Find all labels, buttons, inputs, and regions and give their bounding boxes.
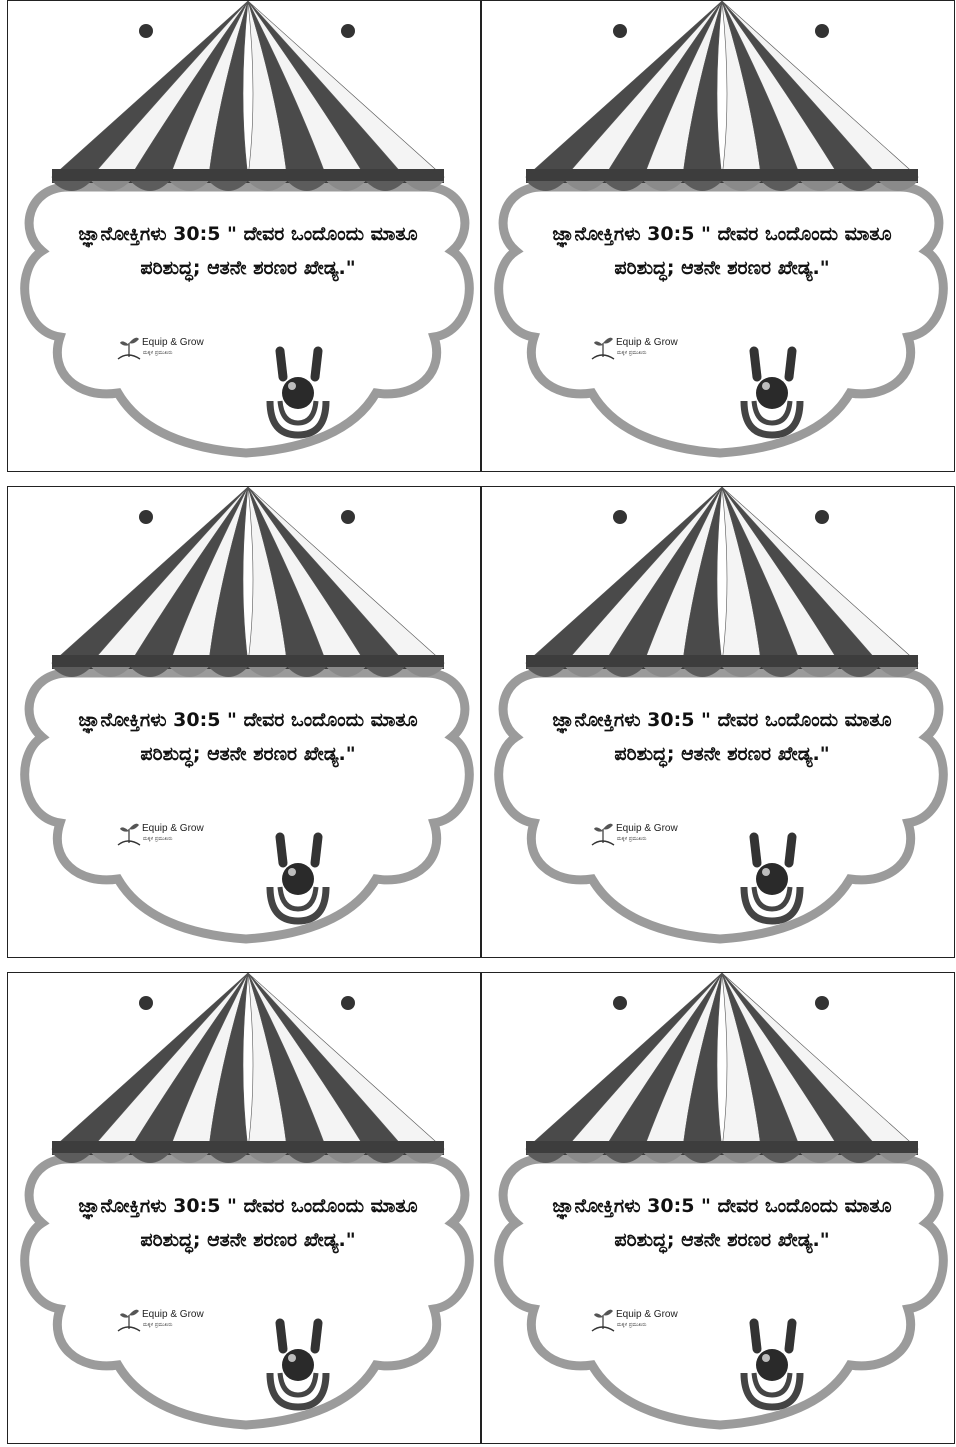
equip-grow-logo-icon <box>116 819 236 859</box>
logo-name: Equip & Grow <box>616 1309 678 1320</box>
hole-punch-icon <box>613 996 627 1010</box>
circus-tent-icon <box>526 487 918 677</box>
bible-verse-text: ಜ್ಞಾನೋಕ್ತಿಗಳು 30:5 " ದೇವರ ಒಂದೊಂದು ಮಾತೂ ಪರಿಶುದ್ಧ; ಆತನೇ ಶರಣರ ಖೇಡ್ಯ." <box>78 223 418 279</box>
logo-name: Equip & Grow <box>142 1309 204 1320</box>
logo-subtitle: ಮಕ್ಕಳ ಪ್ರಮುಖರು <box>617 1322 647 1328</box>
bookmark-card <box>7 0 481 472</box>
circus-tent-icon <box>52 1 444 191</box>
bible-verse-text: ಜ್ಞಾನೋಕ್ತಿಗಳು 30:5 " ದೇವರ ಒಂದೊಂದು ಮಾತೂ ಪರಿಶುದ್ಧ; ಆತನೇ ಶರಣರ ಖೇಡ್ಯ." <box>552 709 892 765</box>
bible-verse-text: ಜ್ಞಾನೋಕ್ತಿಗಳು 30:5 " ದೇವರ ಒಂದೊಂದು ಮಾತೂ ಪರಿಶುದ್ಧ; ಆತನೇ ಶರಣರ ಖೇಡ್ಯ." <box>552 1195 892 1251</box>
bookmark-card <box>481 0 955 472</box>
circus-tent-icon <box>526 1 918 191</box>
hole-punch-icon <box>613 510 627 524</box>
equip-grow-logo-icon <box>116 333 236 373</box>
logo-name: Equip & Grow <box>616 823 678 834</box>
hole-punch-icon <box>139 510 153 524</box>
hole-punch-icon <box>815 24 829 38</box>
hole-punch-icon <box>815 510 829 524</box>
logo-subtitle: ಮಕ್ಕಳ ಪ್ರಮುಖರು <box>617 350 647 356</box>
logo-name: Equip & Grow <box>142 823 204 834</box>
hole-punch-icon <box>341 510 355 524</box>
circus-tent-icon <box>52 487 444 677</box>
logo-subtitle: ಮಕ್ಕಳ ಪ್ರಮುಖರು <box>143 1322 173 1328</box>
equip-grow-logo-icon <box>116 1305 236 1345</box>
circus-tent-icon <box>52 973 444 1163</box>
bookmark-card <box>7 486 481 958</box>
hole-punch-icon <box>341 996 355 1010</box>
equip-grow-logo-icon <box>590 333 710 373</box>
hole-punch-icon <box>613 24 627 38</box>
logo-name: Equip & Grow <box>142 337 204 348</box>
hole-punch-icon <box>139 24 153 38</box>
bookmark-card <box>481 972 955 1444</box>
bookmark-card <box>481 486 955 958</box>
circus-tent-icon <box>526 973 918 1163</box>
logo-name: Equip & Grow <box>616 337 678 348</box>
bible-verse-text: ಜ್ಞಾನೋಕ್ತಿಗಳು 30:5 " ದೇವರ ಒಂದೊಂದು ಮಾತೂ ಪರಿಶುದ್ಧ; ಆತನೇ ಶರಣರ ಖೇಡ್ಯ." <box>78 1195 418 1251</box>
hole-punch-icon <box>139 996 153 1010</box>
hole-punch-icon <box>341 24 355 38</box>
logo-subtitle: ಮಕ್ಕಳ ಪ್ರಮುಖರು <box>617 836 647 842</box>
logo-subtitle: ಮಕ್ಕಳ ಪ್ರಮುಖರು <box>143 836 173 842</box>
bible-verse-text: ಜ್ಞಾನೋಕ್ತಿಗಳು 30:5 " ದೇವರ ಒಂದೊಂದು ಮಾತೂ ಪರಿಶುದ್ಧ; ಆತನೇ ಶರಣರ ಖೇಡ್ಯ." <box>78 709 418 765</box>
hole-punch-icon <box>815 996 829 1010</box>
equip-grow-logo-icon <box>590 1305 710 1345</box>
logo-subtitle: ಮಕ್ಕಳ ಪ್ರಮುಖರು <box>143 350 173 356</box>
bookmark-card <box>7 972 481 1444</box>
equip-grow-logo-icon <box>590 819 710 859</box>
bible-verse-text: ಜ್ಞಾನೋಕ್ತಿಗಳು 30:5 " ದೇವರ ಒಂದೊಂದು ಮಾತೂ ಪರಿಶುದ್ಧ; ಆತನೇ ಶರಣರ ಖೇಡ್ಯ." <box>552 223 892 279</box>
